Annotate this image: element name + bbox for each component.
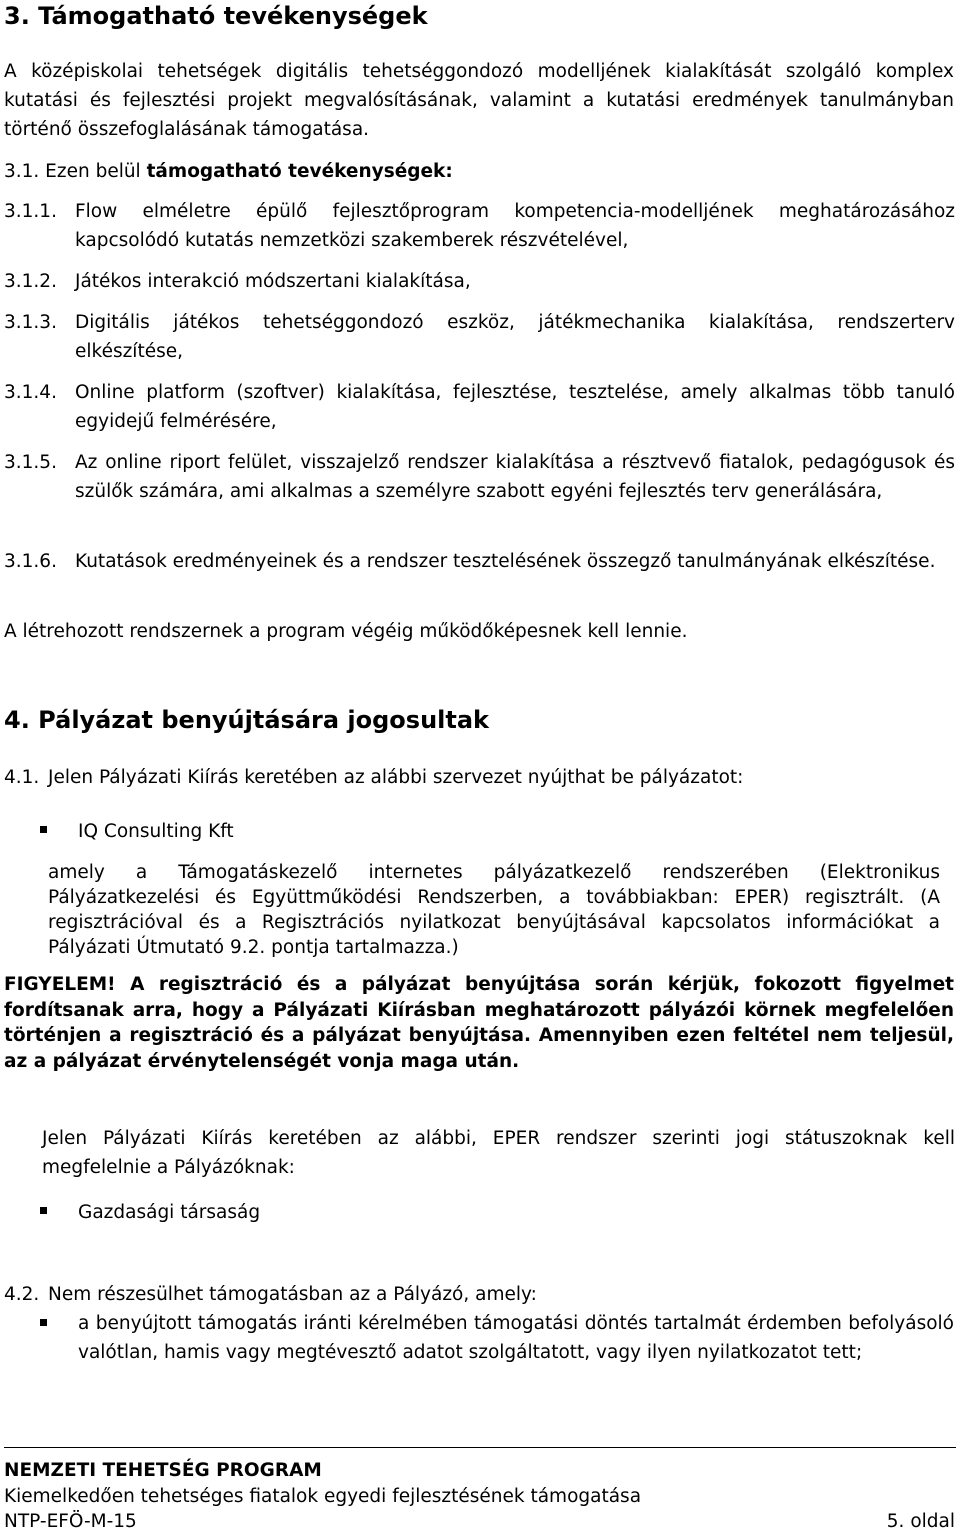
- subsection-3-1-heading: [4, 157, 954, 186]
- section-3-title: 3. Támogatható tevékenységek: [4, 2, 428, 30]
- bullet-icon: [40, 1207, 47, 1214]
- item-number: 3.1.2.: [4, 271, 57, 292]
- subsection-3-1-prefix: 3.1. Ezen belül: [4, 161, 147, 182]
- item-number: 3.1.1.: [4, 201, 57, 222]
- bullet-icon: [40, 826, 47, 833]
- registration-text: amely a Támogatáskezelő internetes pályázatkezelő rendszerében (Elektronikus Pályázatkezelési és Együttműködési Rendszerben, a továbbiakban: EPER) regisztrált. (A regisztrációval és a Regisztrációs nyilatkozat benyújtásával kapcsolatos információkat a Pályázati Útmutató 9.2. pontja tartalmazza.): [48, 862, 940, 958]
- item-number: 3.1.3.: [4, 312, 57, 333]
- item-number: 3.1.5.: [4, 452, 57, 473]
- status-item: Gazdasági társaság: [78, 1202, 261, 1223]
- footer-subtitle: Kiemelkedően tehetséges fiatalok egyedi fejlesztésének támogatása: [4, 1486, 642, 1507]
- list-item: Az online riport felület, visszajelző rendszer kialakítása a résztvevő fiatalok, pedagógusok és szülők számára, ami alkalmas a személyre szabott egyéni fejlesztés terv generálására,: [75, 452, 955, 502]
- bullet-icon: [40, 1319, 47, 1326]
- item-number: 4.1.: [4, 767, 40, 788]
- list-item: Kutatások eredményeinek és a rendszer tesztelésének összegző tanulmányának elkészítése.: [75, 551, 936, 572]
- eligible-organization: IQ Consulting Kft: [78, 821, 234, 842]
- paragraph-4-1: Jelen Pályázati Kiírás keretében az alábbi szervezet nyújthat be pályázatot:: [48, 767, 744, 788]
- item-number: 3.1.4.: [4, 382, 57, 403]
- section-3-intro: A középiskolai tehetségek digitális tehetséggondozó modelljének kialakítását szolgáló komplex kutatási és fejlesztési projekt megvalósításának, valamint a kutatási eredmények tanulmányban történő összefoglalásának támogatása.: [4, 61, 954, 140]
- warning-paragraph: FIGYELEM! A regisztráció és a pályázat benyújtása során kérjük, fokozott figyelmet fordítsanak arra, hogy a Pályázati Kiírásban meghatározott pályázói körnek megfelelően történjen a regisztráció és a pályázat benyújtása. Amennyiben ezen feltétel nem teljesül, az a pályázat érvénytelenségét vonja maga után.: [4, 974, 954, 1072]
- footer-divider: [4, 1447, 956, 1448]
- list-item: Játékos interakció módszertani kialakítása,: [75, 271, 471, 292]
- item-number: 4.2.: [4, 1284, 40, 1305]
- list-item: Digitális játékos tehetséggondozó eszköz, játékmechanika kialakítása, rendszerterv elkészítése,: [75, 312, 955, 362]
- exclusion-item: a benyújtott támogatás iránti kérelmében támogatási döntés tartalmát érdemben befolyásoló valótlan, hamis vagy megtévesztő adatot szolgáltatott, vagy ilyen nyilatkozatot tett;: [78, 1313, 954, 1363]
- footer-code: NTP-EFÖ-M-15: [4, 1511, 137, 1532]
- subsection-3-1-bold: támogatható tevékenységek:: [146, 161, 453, 182]
- section-4-title: 4. Pályázat benyújtására jogosultak: [4, 706, 490, 734]
- footer-page-number: 5. oldal: [886, 1511, 955, 1532]
- section-3-closing: A létrehozott rendszernek a program végéig működőképesnek kell lennie.: [4, 621, 688, 642]
- status-text: Jelen Pályázati Kiírás keretében az alábbi, EPER rendszer szerinti jogi státuszoknak kell megfelelnie a Pályázóknak:: [42, 1128, 955, 1178]
- item-number: 3.1.6.: [4, 551, 57, 572]
- list-item: Flow elméletre épülő fejlesztőprogram kompetencia-modelljének meghatározásához kapcsolódó kutatás nemzetközi szakemberek részvételével,: [75, 201, 955, 251]
- paragraph-4-2: Nem részesülhet támogatásban az a Pályázó, amely:: [48, 1284, 537, 1305]
- footer-program: NEMZETI TEHETSÉG PROGRAM: [4, 1460, 322, 1481]
- list-item: Online platform (szoftver) kialakítása, fejlesztése, tesztelése, amely alkalmas több tanuló egyidejű felmérésére,: [75, 382, 955, 432]
